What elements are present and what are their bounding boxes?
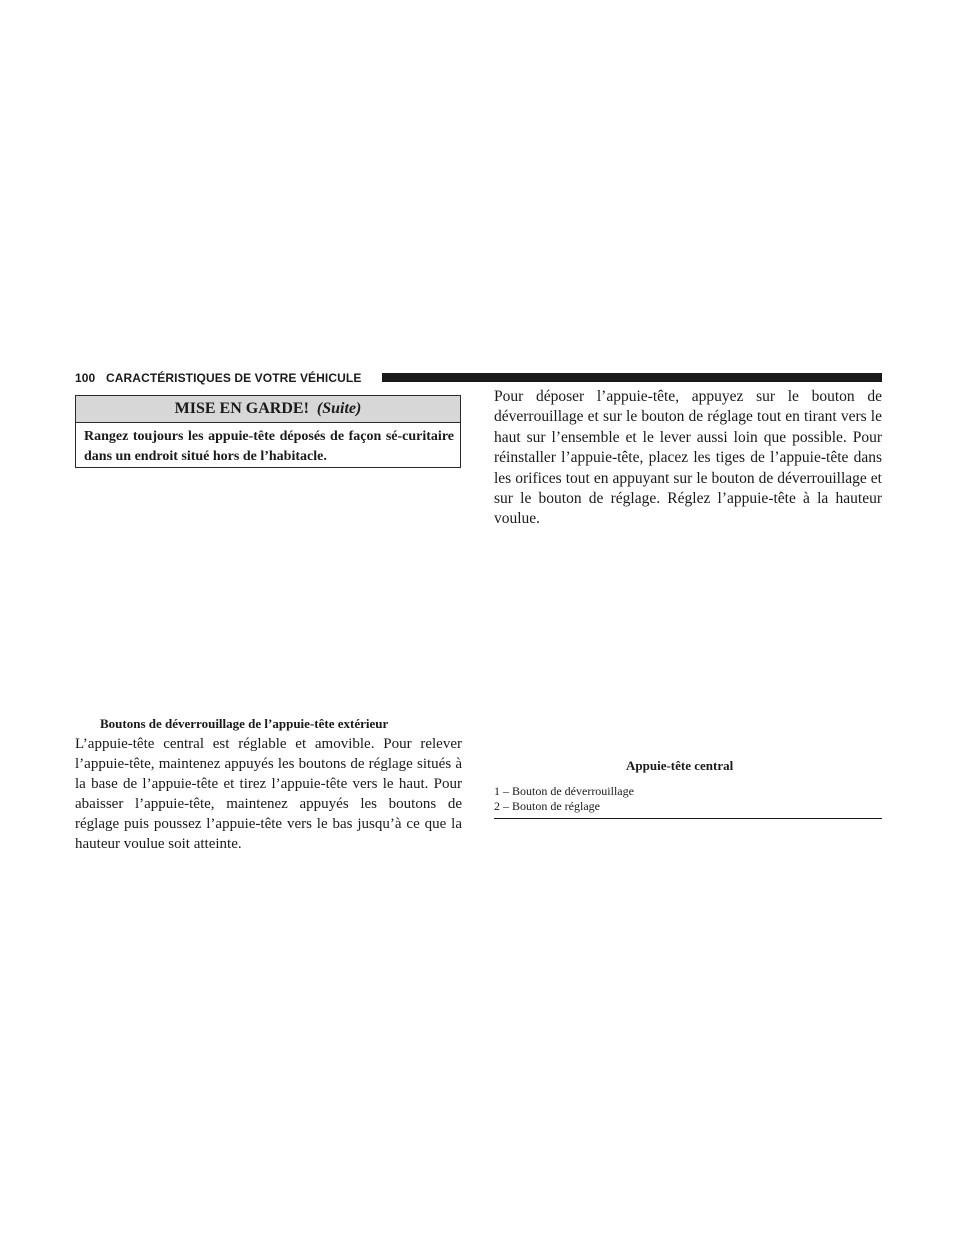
- page-number: 100: [75, 371, 96, 385]
- legend-item: 1 – Bouton de déverrouillage: [494, 784, 634, 798]
- legend-divider: [494, 818, 882, 819]
- warning-text: Rangez toujours les appuie-tête déposés de façon sé-curitaire dans un endroit situé hors de l’habitacle.: [84, 429, 454, 464]
- warning-title-suffix: (Suite): [316, 400, 362, 417]
- figure-caption-central-headrest: Appuie-tête central: [626, 758, 734, 773]
- section-title: CARACTÉRISTIQUES DE VOTRE VÉHICULE: [106, 371, 362, 385]
- warning-box: [75, 395, 461, 468]
- warning-header: [76, 396, 460, 423]
- paragraph-central-headrest-adjust: L’appuie-tête central est réglable et amovible. Pour relever l’appuie-tête, maintenez appuyés les boutons de réglage situés à la base de l’appuie-tête et tirez l’appuie-tête vers le haut. Pour abaisser l’appuie-tête, maintenez appuyés les boutons de réglage puis poussez l’appuie-tête vers le bas jusqu’à ce que la hauteur voulue soit atteinte.: [75, 736, 462, 852]
- page-header: [75, 369, 882, 387]
- warning-title: MISE EN GARDE!: [174, 400, 309, 417]
- header-rule: [382, 373, 882, 382]
- figure-caption-outer-headrest: Boutons de déverrouillage de l’appuie-tête extérieur: [100, 716, 389, 731]
- legend-item: 2 – Bouton de réglage: [494, 798, 600, 813]
- paragraph-headrest-removal: Pour déposer l’appuie-tête, appuyez sur le bouton de déverrouillage et sur le bouton de réglage tout en tirant vers le haut sur l’ensemble et le lever aussi loin que possible. Pour réinstaller l’appuie-tête, placez les tiges de l’appuie-tête dans les orifices tout en appuyant sur le bouton de déverrouillage et sur le bouton de réglage. Réglez l’appuie-tête à la hauteur voulue.: [494, 388, 882, 528]
- figure-legend: [494, 784, 882, 813]
